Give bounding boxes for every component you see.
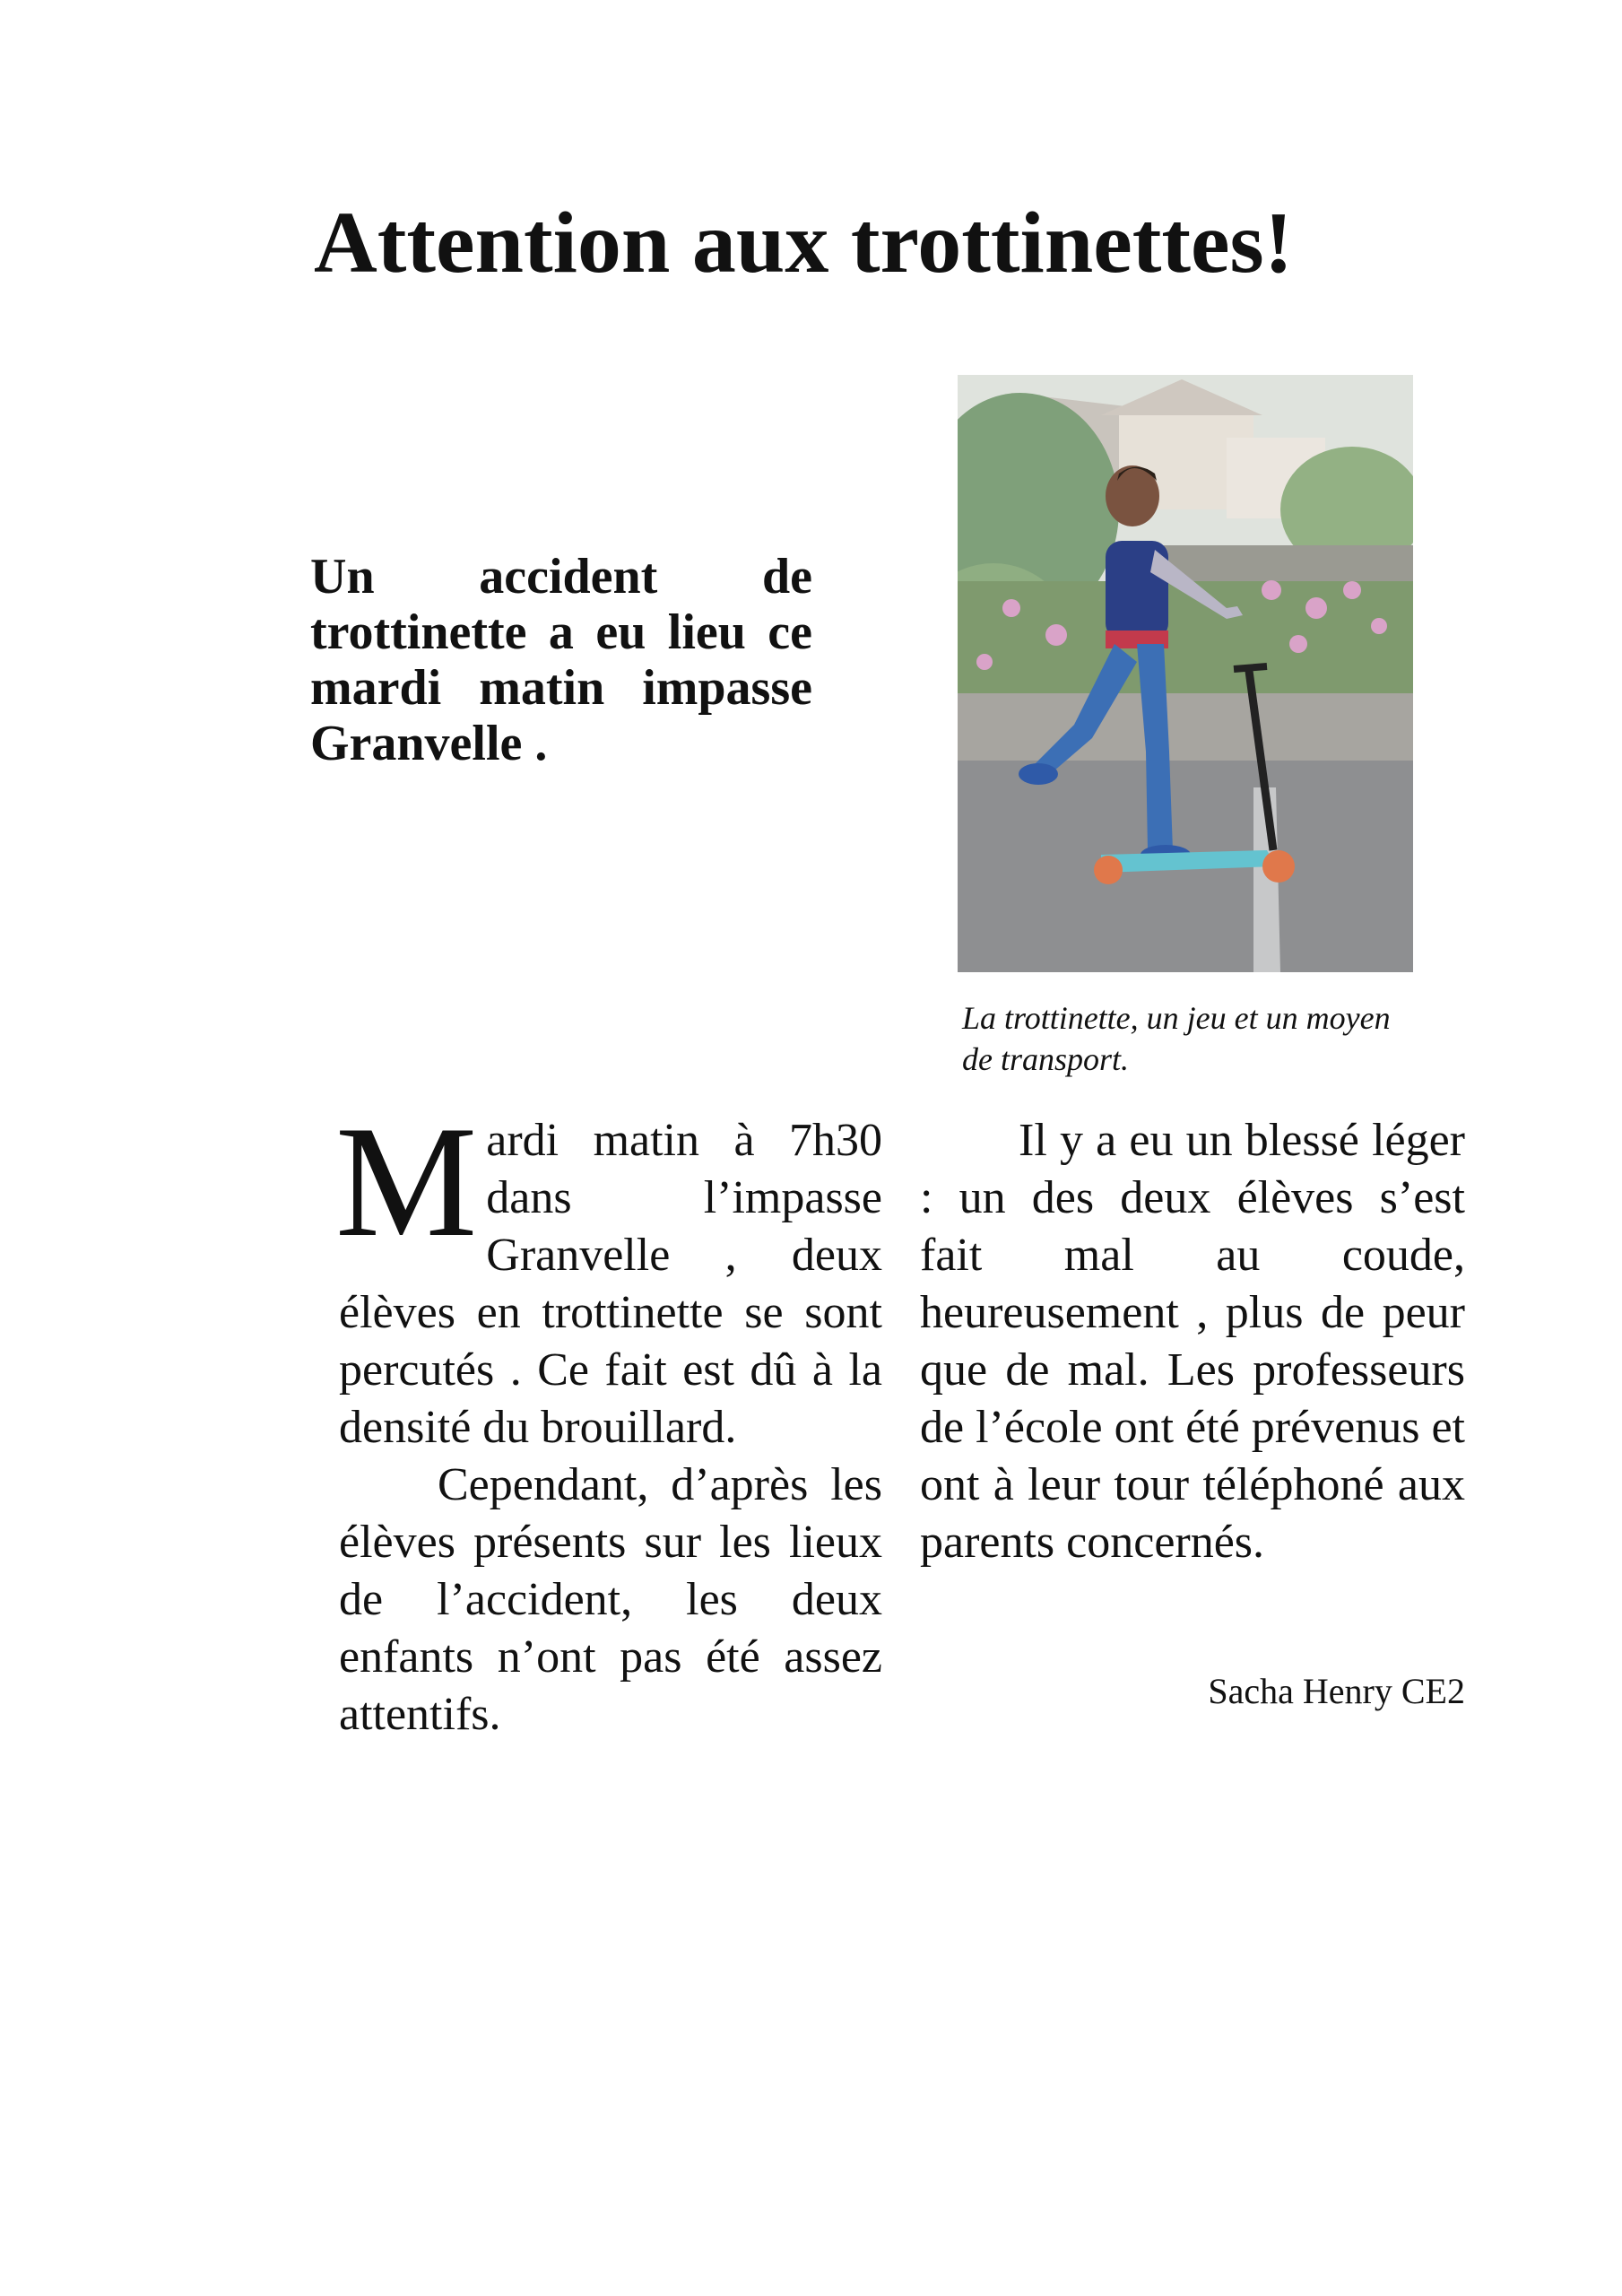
article-title: Attention aux trottinettes! bbox=[314, 195, 1294, 291]
article-byline: Sacha Henry CE2 bbox=[1208, 1671, 1465, 1711]
drop-cap: M bbox=[335, 1092, 478, 1270]
article-column-right bbox=[920, 1112, 1465, 1571]
left-paragraph-2: Cependant, d’après les élèves présents sur les lieux de l’accident, les deux enfants n’ont pas été assez attentifs. bbox=[339, 1459, 882, 1740]
left-paragraph-1 bbox=[335, 1092, 882, 1457]
child-on-scooter-photo bbox=[958, 375, 1413, 972]
photo-caption: La trottinette, un jeu et un moyen de transport. bbox=[962, 1000, 1391, 1077]
right-paragraph-1: Il y a eu un blessé léger : un des deux élèves s’est fait mal au coude, heureusement , plus de peur que de mal. Les professeurs de l’école ont été prévenus et ont à leur tour téléphoné aux parents concernés. bbox=[920, 1115, 1465, 1568]
left-paragraph-1-text: ardi matin à 7h30 dans l’impasse Granvelle , deux élèves en trottinette se sont percutés . Ce fait est dû à la densité du brouillard. bbox=[339, 1115, 882, 1453]
article-column-left bbox=[335, 1092, 882, 1744]
article-lead: Un accident de trottinette a eu lieu ce mardi matin impasse Granvelle . bbox=[310, 549, 812, 771]
article-photo bbox=[958, 375, 1413, 972]
